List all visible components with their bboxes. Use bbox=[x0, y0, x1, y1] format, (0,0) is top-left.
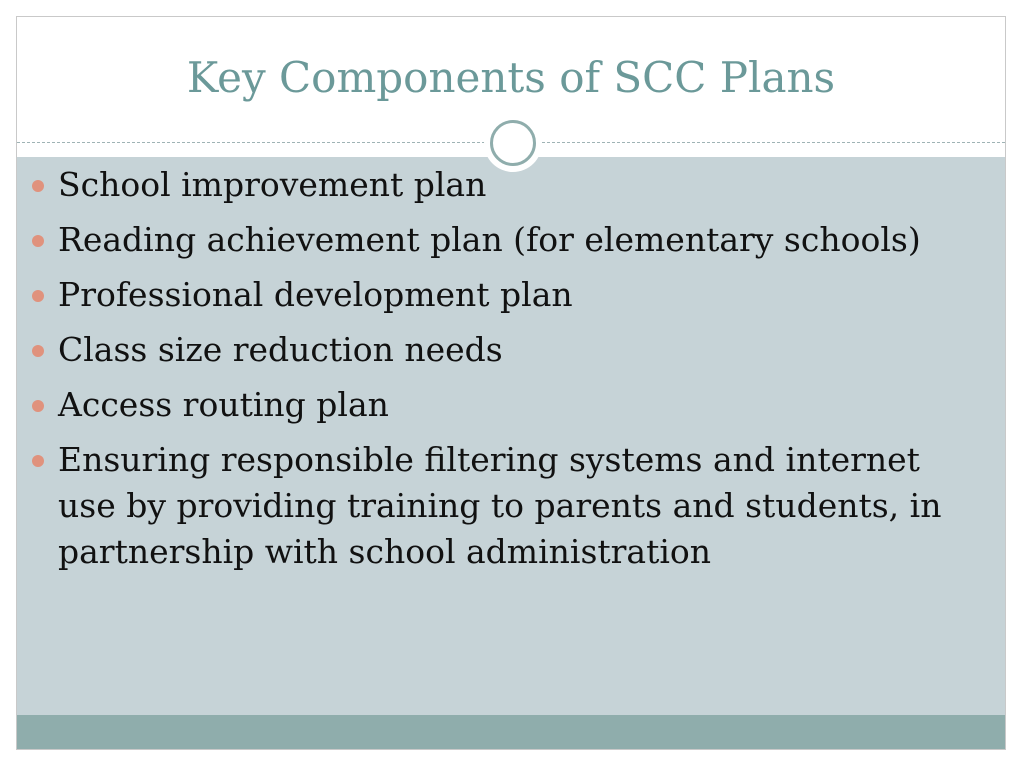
list-item bbox=[28, 382, 968, 428]
footer-band bbox=[17, 715, 1005, 750]
bullet-dot-icon bbox=[32, 400, 44, 412]
bullet-dot-icon bbox=[32, 455, 44, 467]
bullet-dot-icon bbox=[32, 180, 44, 192]
list-item-text: Reading achievement plan (for elementary schools) bbox=[58, 220, 921, 259]
slide-title: Key Components of SCC Plans bbox=[186, 53, 836, 102]
bullet-dot-icon bbox=[32, 235, 44, 247]
bullet-dot-icon bbox=[32, 345, 44, 357]
list-item-text: School improvement plan bbox=[58, 165, 487, 204]
list-item bbox=[28, 437, 968, 575]
ring-icon bbox=[490, 120, 536, 166]
list-item-text: Access routing plan bbox=[58, 385, 389, 424]
list-item-text: Class size reduction needs bbox=[58, 330, 503, 369]
list-item bbox=[28, 327, 968, 373]
list-item-text: Ensuring responsible filtering systems and internet use by providing training to parents and students, in partnership with school administration bbox=[58, 440, 942, 571]
circle-ornament-icon bbox=[484, 114, 542, 172]
list-item-text: Professional development plan bbox=[58, 275, 573, 314]
list-item bbox=[28, 162, 968, 208]
list-item bbox=[28, 217, 968, 263]
list-item bbox=[28, 272, 968, 318]
bullet-list bbox=[28, 162, 968, 584]
bullet-dot-icon bbox=[32, 290, 44, 302]
